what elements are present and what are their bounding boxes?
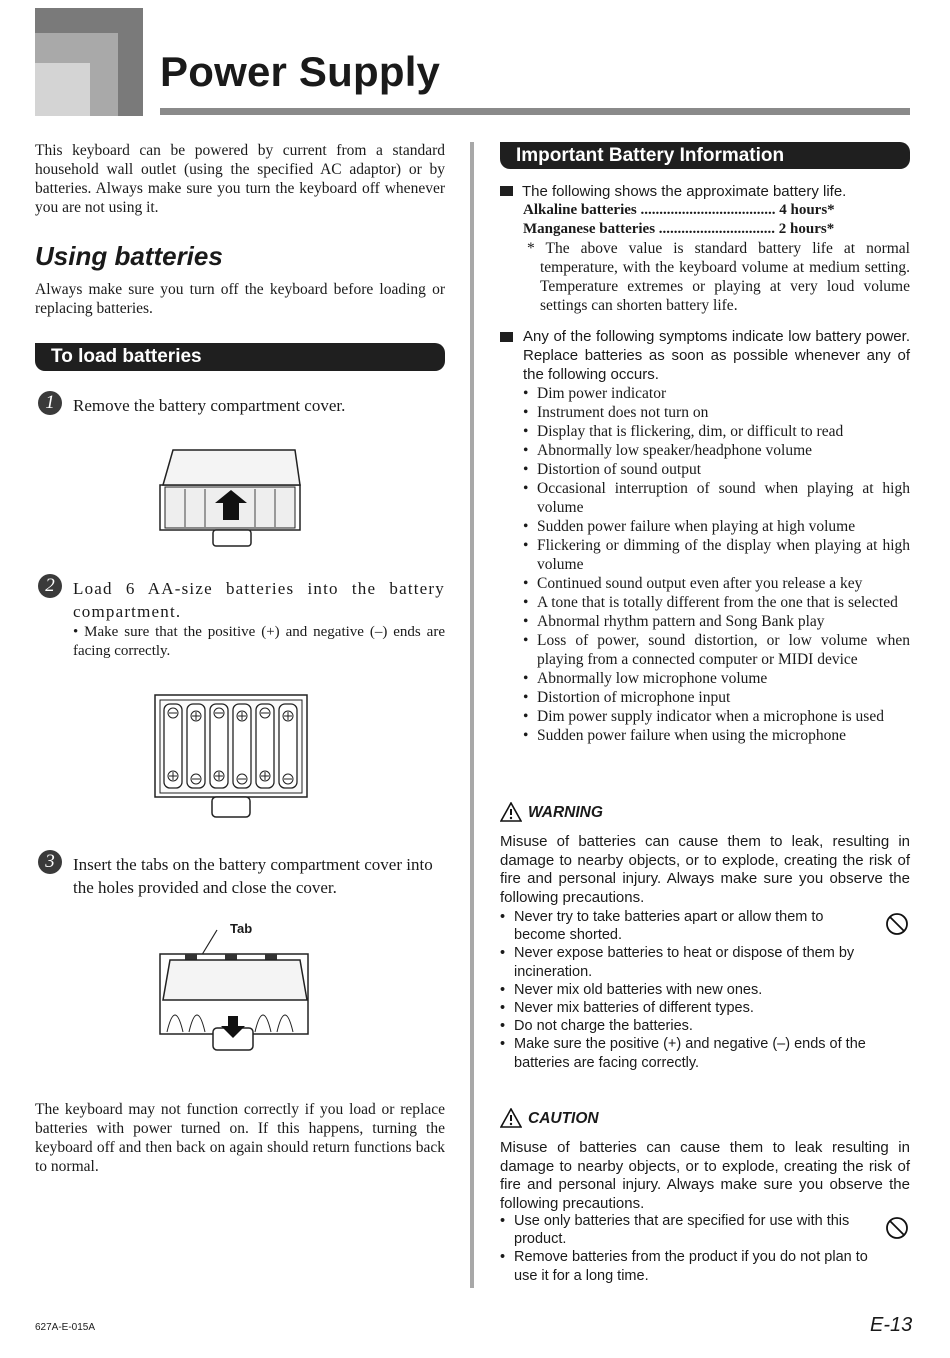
step-2-note: • Make sure that the positive (+) and negative (–) ends are facing correctly. xyxy=(73,624,445,659)
load-batteries-heading: To load batteries xyxy=(35,343,445,371)
document-code: 627A-E-015A xyxy=(35,1322,96,1333)
intro-paragraph: This keyboard can be powered by current from a standard household wall outlet (using the specified AC adaptor) or by batteries. Always make sure you turn the keyboard off whenever you are not using it. xyxy=(35,142,445,216)
tab-label: Tab xyxy=(230,921,253,936)
list-item: • Flickering or dimming of the display when playing at high volume xyxy=(523,536,910,574)
step-2-text: Load 6 AA-size batteries into the battery compartment. xyxy=(73,579,445,621)
caution-text: Misuse of batteries can cause them to leak resulting in damage to nearby objects, or to explode, creating the risk of fire and personal injury. Always make sure you observe the following precautions. xyxy=(500,1139,910,1212)
battery-info-heading: Important Battery Information xyxy=(500,142,910,169)
list-item: • Use only batteries that are specified for use with this product. xyxy=(500,1212,875,1248)
caution-triangle-icon xyxy=(500,1108,522,1128)
column-divider xyxy=(470,142,474,1288)
list-item: • Never try to take batteries apart or allow them to become shorted. xyxy=(500,908,875,944)
warning-title: WARNING xyxy=(528,804,603,821)
alkaline-life: Alkaline batteries .................................... 4 hours* xyxy=(523,202,835,218)
list-item: • Distortion of sound output xyxy=(523,460,910,479)
close-cover-illustration xyxy=(155,928,315,1056)
list-item: • Instrument does not turn on xyxy=(523,403,910,422)
list-item: • A tone that is totally different from the one that is selected xyxy=(523,593,910,612)
list-item: • Do not charge the batteries. xyxy=(500,1017,875,1035)
caution-title: CAUTION xyxy=(528,1110,599,1127)
list-item: • Never mix old batteries with new ones. xyxy=(500,981,875,999)
warning-text: Misuse of batteries can cause them to leak, resulting in damage to nearby objects, or to explode, creating the risk of fire and personal injury. Always make sure you observe the following precautions. xyxy=(500,833,910,906)
prohibited-icon xyxy=(885,1216,909,1240)
section-title: Using batteries xyxy=(35,241,223,271)
list-item: • Continued sound output even after you release a key xyxy=(523,574,910,593)
load-batteries-illustration xyxy=(150,690,315,822)
step-3-text: Insert the tabs on the battery compartment cover into the holes provided and close the cover. xyxy=(73,855,433,897)
warning-precautions xyxy=(500,908,875,1072)
list-item: • Dim power indicator xyxy=(523,384,910,403)
list-item: • Sudden power failure when using the microphone xyxy=(523,726,910,745)
step-2-number: 2 xyxy=(38,574,62,598)
remove-cover-illustration xyxy=(155,445,310,550)
list-item: • Display that is flickering, dim, or difficult to read xyxy=(523,422,910,441)
list-item: • Abnormally low microphone volume xyxy=(523,669,910,688)
page-title: Power Supply xyxy=(160,48,441,95)
warning-triangle-icon xyxy=(500,802,522,822)
battery-life-intro: The following shows the approximate battery life. xyxy=(500,182,910,201)
section-intro: Always make sure you turn off the keyboard before loading or replacing batteries. xyxy=(35,281,445,317)
list-item: • Dim power supply indicator when a microphone is used xyxy=(523,707,910,726)
closing-paragraph: The keyboard may not function correctly if you load or replace batteries with power turned on. If this happens, turning the keyboard off and then back on again should return functions back to normal. xyxy=(35,1101,445,1175)
title-rule xyxy=(160,108,910,115)
list-item: • Abnormally low speaker/headphone volume xyxy=(523,441,910,460)
list-item: • Occasional interruption of sound when playing at high volume xyxy=(523,479,910,517)
caution-precautions xyxy=(500,1212,875,1285)
list-item: • Make sure the positive (+) and negative (–) ends of the batteries are facing correctly. xyxy=(500,1035,875,1071)
header-graphic xyxy=(35,8,143,116)
list-item: • Distortion of microphone input xyxy=(523,688,910,707)
list-item: • Never mix batteries of different types. xyxy=(500,999,875,1017)
symptom-list xyxy=(523,384,910,745)
battery-life-note: * The above value is standard battery life at normal temperature, with the keyboard volume at medium setting. Temperature extremes or playing at very loud volume settings can shorten battery life. xyxy=(527,240,910,314)
manganese-life: Manganese batteries ............................... 2 hours* xyxy=(523,221,835,237)
list-item: • Remove batteries from the product if you do not plan to use it for a long time. xyxy=(500,1248,875,1284)
prohibited-icon xyxy=(885,912,909,936)
page-number: E-13 xyxy=(870,1314,913,1336)
step-1-number: 1 xyxy=(38,391,62,415)
list-item: • Sudden power failure when playing at high volume xyxy=(523,517,910,536)
step-3-number: 3 xyxy=(38,850,62,874)
list-item: • Never expose batteries to heat or dispose of them by incineration. xyxy=(500,944,875,980)
list-item: • Loss of power, sound distortion, or low volume when playing from a connected computer or MIDI device xyxy=(523,631,910,669)
symptoms-intro: Any of the following symptoms indicate low battery power. Replace batteries as soon as possible whenever any of the following occurs. xyxy=(500,327,910,384)
list-item: • Abnormal rhythm pattern and Song Bank play xyxy=(523,612,910,631)
step-1-text: Remove the battery compartment cover. xyxy=(73,396,346,415)
